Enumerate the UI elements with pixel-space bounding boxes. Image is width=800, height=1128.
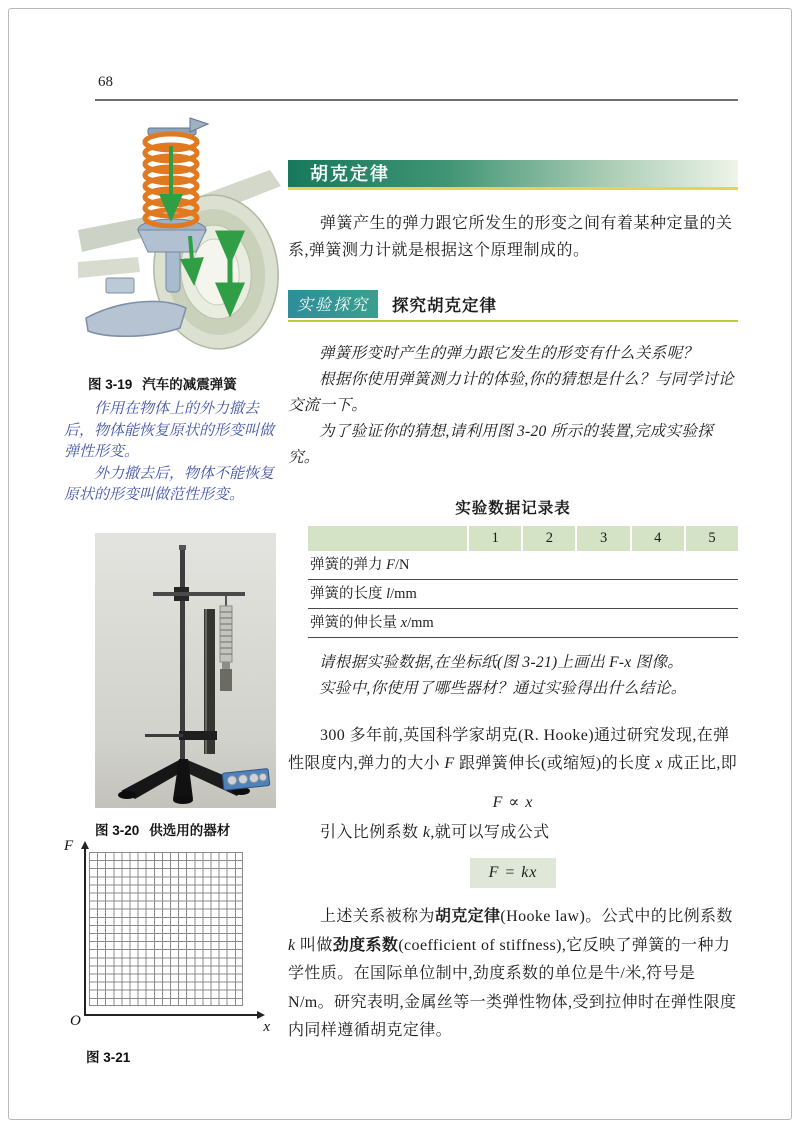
formula-proportional: F ∝ x xyxy=(492,794,534,811)
figure-graph-grid xyxy=(58,838,273,1066)
figure-label: 图 3-19 xyxy=(88,377,133,392)
main-column xyxy=(288,160,738,1046)
followup-line: 请根据实验数据,在坐标纸(图 3-21)上画出 F-x 图像。 xyxy=(319,654,684,671)
data-table xyxy=(308,526,738,638)
table-row: 弹簧的长度 l/mm xyxy=(308,580,738,609)
table-header-row xyxy=(308,526,738,551)
section-title-bar xyxy=(288,160,738,190)
experiment-paragraph: 弹簧形变时产生的弹力跟它发生的形变有什么关系呢？ xyxy=(319,345,699,362)
formula-boxed: F = kx xyxy=(470,858,557,888)
page-number: 68 xyxy=(98,74,113,90)
table-header-cell: 5 xyxy=(684,526,738,551)
experiment-paragraph: 为了验证你的猜想,请利用图 3-20 所示的装置,完成实验探究。 xyxy=(288,423,713,466)
origin-label: O xyxy=(70,1013,81,1029)
formula-box-wrap xyxy=(288,858,738,888)
lab-stand-photo xyxy=(95,533,276,808)
margin-note xyxy=(64,399,288,507)
figure-text: 供选用的器材 xyxy=(149,823,231,838)
margin-note-paragraph: 外力撤去后，物体不能恢复原状的形变叫做范性形变。 xyxy=(64,465,275,503)
y-axis-label: F xyxy=(64,838,74,854)
followup-line: 实验中,你使用了哪些器材？通过实验得出什么结论。 xyxy=(319,680,687,697)
margin-note-paragraph: 作用在物体上的外力撤去后，物体能恢复原状的形变叫做弹性形变。 xyxy=(64,401,275,460)
x-axis xyxy=(84,1014,262,1016)
data-table-title: 实验数据记录表 xyxy=(455,500,571,517)
hooke-law-definition-paragraph: 上述关系被称为胡克定律(Hooke law)。公式中的比例系数 k 叫做劲度系数(coefficient of stiffness),它反映了弹簧的一种力学性质。在国际单位制中,劲度系数的单位是牛/米,符号是N/m。研究表明,金属丝等一类弹性物体,受到拉伸时在弹性限度内同样遵循胡克定律。 xyxy=(288,908,737,1039)
table-row: 弹簧的弹力 F/N xyxy=(308,551,738,580)
table-header-cell: 2 xyxy=(521,526,575,551)
figure-lab-equipment xyxy=(95,533,276,839)
experiment-title: 探究胡克定律 xyxy=(392,297,498,315)
y-axis xyxy=(84,844,86,1016)
table-header-cell: 4 xyxy=(630,526,684,551)
experiment-prompts xyxy=(288,341,738,471)
hooke-history-paragraph: 300 多年前,英国科学家胡克(R. Hooke)通过研究发现,在弹性限度内,弹力的大小 F 跟弹簧伸长(或缩短)的长度 x 成正比,即 xyxy=(288,727,738,772)
coefficient-paragraph: 引入比例系数 k,就可以写成公式 xyxy=(320,824,550,841)
grid-paper xyxy=(89,852,243,1006)
figure-label: 图 3-20 xyxy=(95,823,140,838)
table-header-label-cell xyxy=(308,526,467,551)
experiment-paragraph: 根据你使用弹簧测力计的体验,你的猜想是什么？与同学讨论交流一下。 xyxy=(288,371,734,414)
experiment-header xyxy=(288,290,738,322)
figure-car-suspension xyxy=(78,112,283,393)
x-axis-label: x xyxy=(263,1019,270,1035)
table-header-cell: 3 xyxy=(575,526,629,551)
figure-caption-3-19 xyxy=(78,373,283,393)
table-header-cell: 1 xyxy=(467,526,521,551)
figure-caption-3-21 xyxy=(58,1046,273,1066)
table-row: 弹簧的伸长量 x/mm xyxy=(308,609,738,638)
section-title: 胡克定律 xyxy=(310,164,390,184)
figure-caption-3-20 xyxy=(95,819,276,839)
experiment-followups xyxy=(288,650,738,702)
figure-text: 汽车的减震弹簧 xyxy=(142,377,237,392)
figure-label: 图 3-21 xyxy=(86,1050,131,1065)
experiment-badge: 实验探究 xyxy=(288,290,378,318)
intro-paragraph: 弹簧产生的弹力跟它所发生的形变之间有着某种定量的关系,弹簧测力计就是根据这个原理制成的。 xyxy=(288,215,733,259)
car-suspension-illustration xyxy=(78,112,283,362)
header-rule xyxy=(95,99,738,101)
fx-coordinate-grid xyxy=(58,838,270,1036)
